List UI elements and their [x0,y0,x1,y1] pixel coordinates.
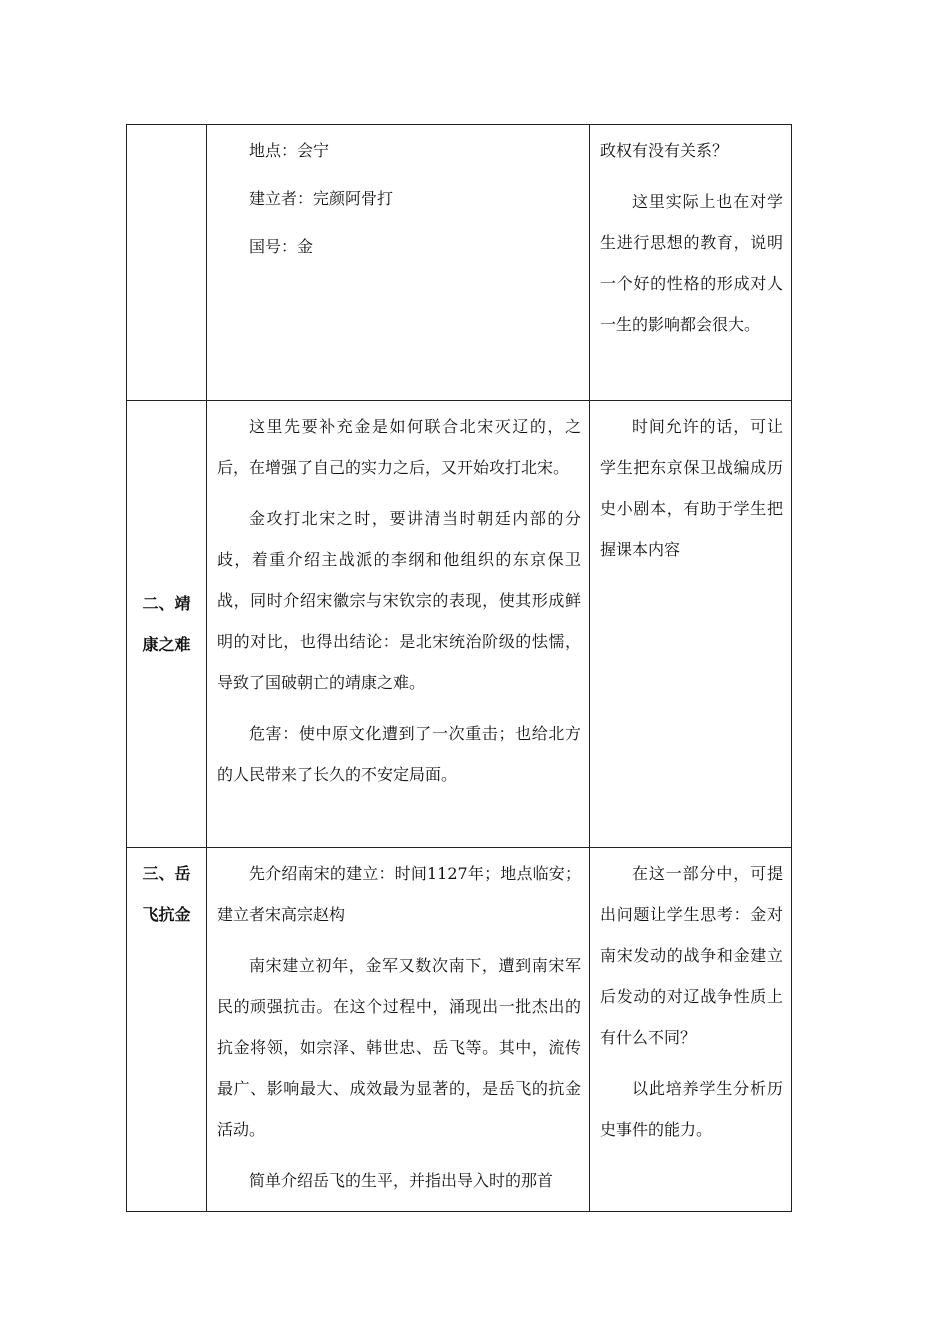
note-paragraph: 政权有没有关系？ [600,141,729,160]
content-cell [207,848,590,1212]
note-paragraph: 以此培养学生分析历史事件的能力。 [600,1079,783,1139]
founder-text: 建立者：完颜阿骨打 [249,189,394,208]
note-paragraph: 在这一部分中，可提出问题让学生思考：金对南宋发动的战争和金建立后发动的对辽战争性质上有什么不同？ [600,864,783,1047]
note-cell [590,848,792,1212]
content-cell [207,125,590,401]
state-name-text: 国号：金 [249,237,314,256]
content-paragraph: 先介绍南宋的建立：时间1127年；地点临安；建立者宋高宗赵构 [217,864,581,924]
section-title-yuefei: 三、岳 飞抗金 [127,848,207,1212]
content-cell [207,401,590,848]
table-row [127,125,792,401]
lesson-plan-table [126,124,792,1212]
table-row [127,401,792,848]
note-cell [590,125,792,401]
content-paragraph: 这里先要补充金是如何联合北宋灭辽的，之后，在增强了自己的实力之后，又开始攻打北宋。 [217,417,581,477]
section-cell-empty [127,125,207,401]
note-paragraph: 这里实际上也在对学生进行思想的教育，说明一个好的性格的形成对人一生的影响都会很大。 [600,192,783,334]
content-paragraph: 金攻打北宋之时，要讲清当时朝廷内部的分歧，着重介绍主战派的李纲和他组织的东京保卫战，同时介绍宋徽宗与宋钦宗的表现，使其形成鲜明的对比，也得出结论：是北宋统治阶级的怯懦，导致了国破朝亡的靖康之难。 [217,509,581,692]
note-cell [590,401,792,848]
content-paragraph: 南宋建立初年，金军又数次南下，遭到南宋军民的顽强抗击。在这个过程中，涌现出一批杰出的抗金将领，如宗泽、韩世忠、岳飞等。其中，流传最广、影响最大、成效最为显著的，是岳飞的抗金活动。 [217,956,581,1139]
location-text: 地点：会宁 [249,141,330,160]
table-row [127,848,792,1212]
section-title-jingkang: 二、靖 康之难 [127,401,207,848]
content-paragraph: 简单介绍岳飞的生平，并指出导入时的那首 [249,1171,554,1190]
content-paragraph: 危害：使中原文化遭到了一次重击；也给北方的人民带来了长久的不安定局面。 [217,724,581,784]
note-paragraph: 时间允许的话，可让学生把东京保卫战编成历史小剧本，有助于学生把握课本内容 [600,417,783,559]
